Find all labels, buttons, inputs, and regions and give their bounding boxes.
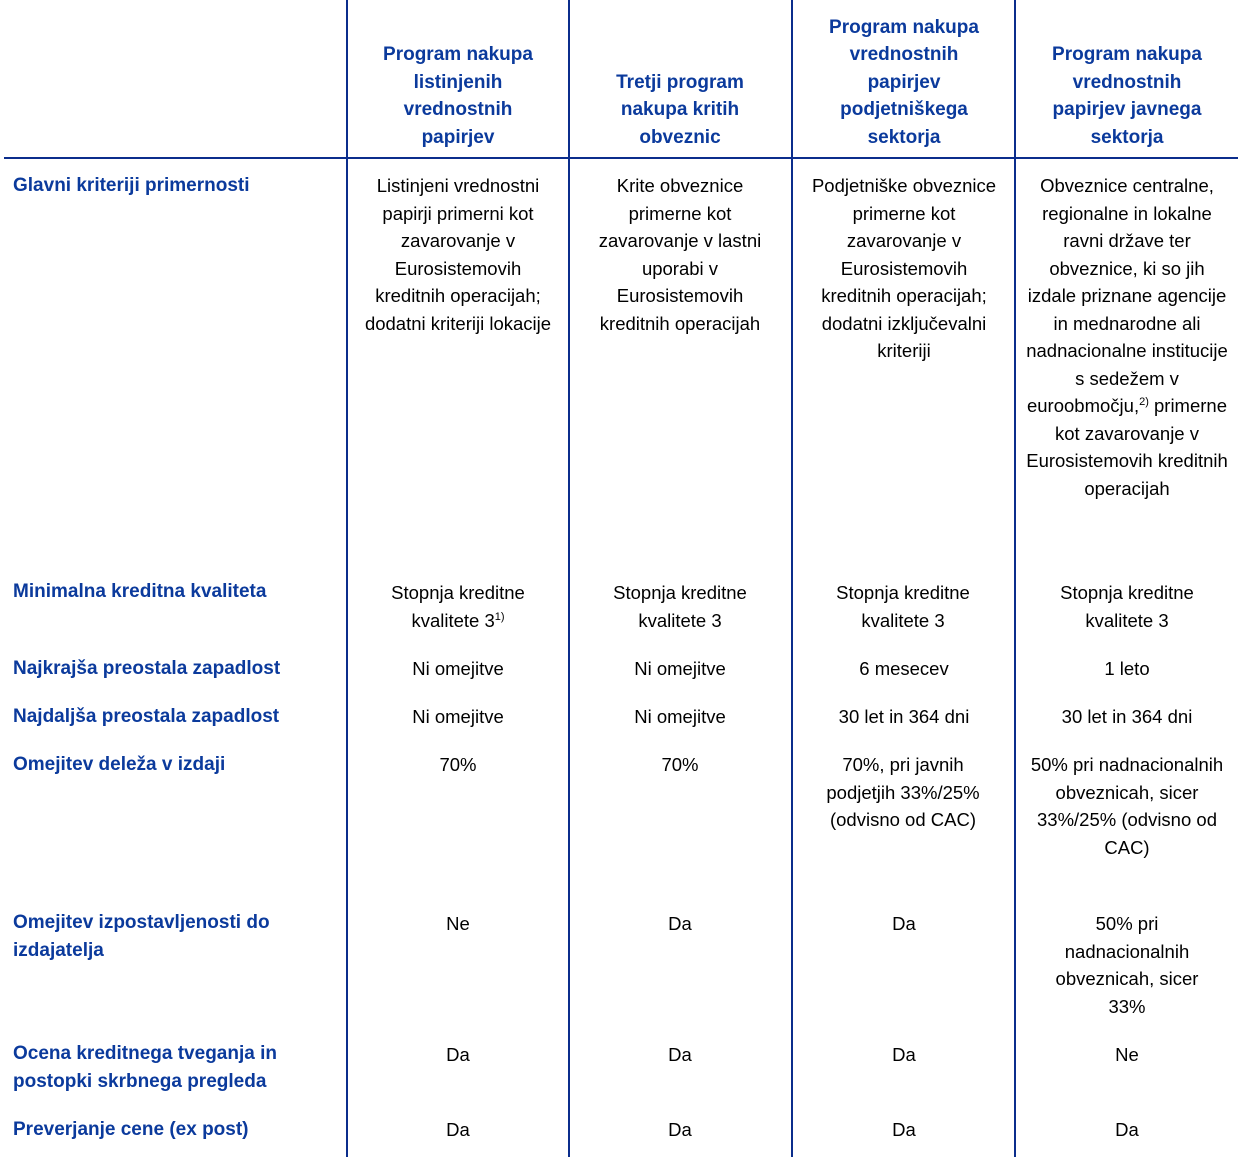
column-header: Program nakupa vrednostnih papirjev javnega sektorja (1052, 44, 1202, 148)
table-cell: Stopnja kreditne kvalitete 3 (836, 582, 970, 631)
table-cell: Ni omejitve (412, 706, 504, 727)
table-cell: Da (446, 1119, 470, 1140)
table-cell: 1 leto (1104, 658, 1150, 679)
table-cell: Da (446, 1044, 470, 1065)
column-header: Tretji program nakupa kritih obveznic (616, 71, 744, 148)
row-label: Preverjanje cene (ex post) (13, 1119, 249, 1140)
table-cell: Da (668, 913, 692, 934)
table-cell: Ne (1115, 1044, 1139, 1065)
table-cell: Da (892, 1119, 916, 1140)
table-cell: Listinjeni vrednostni papirji primerni kot zavarovanje v Eurosistemovih kreditnih operacijah; dodatni kriteriji lokacije (364, 175, 552, 334)
column-divider (346, 0, 348, 1157)
table-cell: Stopnja kreditne kvalitete 3 (1060, 582, 1194, 631)
table-cell: Da (668, 1044, 692, 1065)
table-cell: 70% (661, 754, 699, 775)
column-divider (568, 0, 570, 1157)
table-cell: Stopnja kreditne kvalitete 3 (613, 582, 747, 631)
table-cell (1024, 172, 1230, 502)
header-divider (4, 157, 1238, 159)
column-divider (1014, 0, 1016, 1157)
table-cell: Ni omejitve (634, 658, 726, 679)
table-cell: Ne (446, 913, 470, 934)
footnote-marker: 2) (1139, 396, 1149, 408)
row-label: Najkrajša preostala zapadlost (13, 658, 281, 679)
table-cell: Da (892, 913, 916, 934)
cell-text: Stopnja kreditne kvalitete 3 (391, 582, 525, 631)
table-cell: Ni omejitve (634, 706, 726, 727)
table-cell: Krite obveznice primerne kot zavarovanje v lastni uporabi v Eurosistemovih kreditnih operacijah (598, 175, 762, 334)
column-header: Program nakupa vrednostnih papirjev podjetniškega sektorja (829, 16, 979, 148)
row-label: Omejitev izpostavljenosti do izdajatelja (13, 912, 270, 961)
table-cell: 30 let in 364 dni (838, 706, 970, 727)
column-header: Program nakupa listinjenih vrednostnih papirjev (383, 44, 533, 148)
footnote-marker: 1) (494, 610, 505, 623)
table-cell (368, 579, 548, 634)
table-cell: Ni omejitve (412, 658, 504, 679)
row-label: Minimalna kreditna kvaliteta (13, 581, 267, 602)
table-cell: Da (1115, 1119, 1139, 1140)
row-label: Ocena kreditnega tveganja in postopki skrbnega pregleda (13, 1043, 277, 1092)
table-cell: Da (668, 1119, 692, 1140)
table-cell: 70% (439, 754, 477, 775)
row-label: Najdaljša preostala zapadlost (13, 706, 280, 727)
row-label: Glavni kriteriji primernosti (13, 175, 250, 196)
table-cell: 30 let in 364 dni (1061, 706, 1193, 727)
table-cell: 6 mesecev (859, 658, 949, 679)
table-cell: 50% pri nadnacionalnih obveznicah, sicer 33%/25% (odvisno od CAC) (1030, 754, 1224, 858)
cell-text: Obveznice centralne, regionalne in lokalne ravni države ter obveznice, ki so jih izdale priznane agencije in mednarodne ali nadnacionalne institucije s sedežem v euroobmočju, (1026, 175, 1228, 416)
table-cell: Podjetniške obveznice primerne kot zavarovanje v Eurosistemovih kreditnih operacijah; dodatni izključevalni kriteriji (811, 175, 997, 361)
table-cell: 50% pri nadnacionalnih obveznicah, sicer 33% (1055, 913, 1199, 1017)
table-cell: Da (892, 1044, 916, 1065)
column-divider (791, 0, 793, 1157)
cell-text: primerne kot zavarovanje v Eurosistemovih kreditnih operacijah (1026, 395, 1228, 499)
table-cell: 70%, pri javnih podjetjih 33%/25% (odvisno od CAC) (826, 754, 980, 830)
row-label: Omejitev deleža v izdaji (13, 754, 226, 775)
